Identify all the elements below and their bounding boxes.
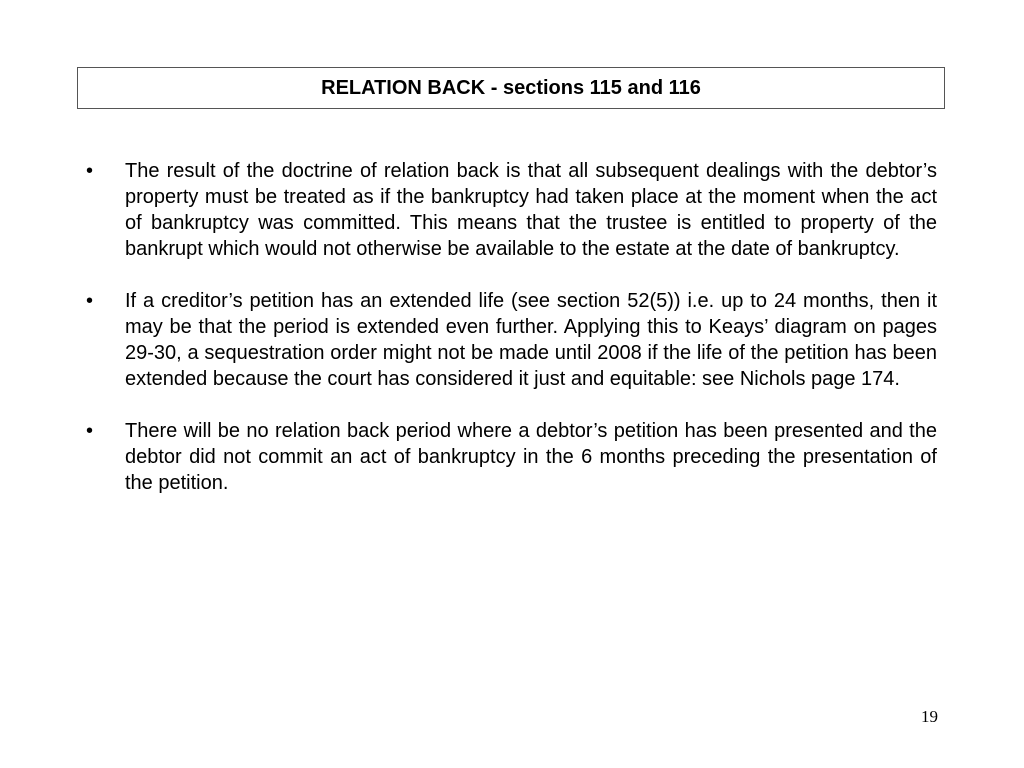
bullet-text: The result of the doctrine of relation back is that all subsequent dealings with the debtor’s property must be treated as if the bankruptcy had taken place at the moment when the act of bankruptcy was committed. This means that the trustee is entitled to property of the bankrupt which would not otherwise be available to the estate at the date of bankruptcy. [125, 160, 937, 260]
bullet-item [86, 158, 937, 262]
bullet-text: There will be no relation back period where a debtor’s petition has been presented and the debtor did not commit an act of bankruptcy in the 6 months preceding the presentation of the petition. [125, 420, 937, 494]
bullet-item [86, 418, 937, 496]
bullet-icon: • [86, 420, 94, 442]
bullet-text: If a creditor’s petition has an extended life (see section 52(5)) i.e. up to 24 months, then it may be that the period is extended even further. Applying this to Keays’ diagram on pages 29-30, a sequestration order might not be made until 2008 if the life of the petition has been extended because the court has considered it just and equitable: see Nichols page 174. [125, 290, 937, 390]
title-box [77, 67, 945, 109]
bullet-list [86, 158, 937, 522]
page-number: 19 [921, 707, 938, 726]
bullet-icon: • [86, 290, 94, 312]
bullet-icon: • [86, 160, 94, 182]
slide-title: RELATION BACK - sections 115 and 116 [321, 76, 701, 99]
bullet-item [86, 288, 937, 392]
